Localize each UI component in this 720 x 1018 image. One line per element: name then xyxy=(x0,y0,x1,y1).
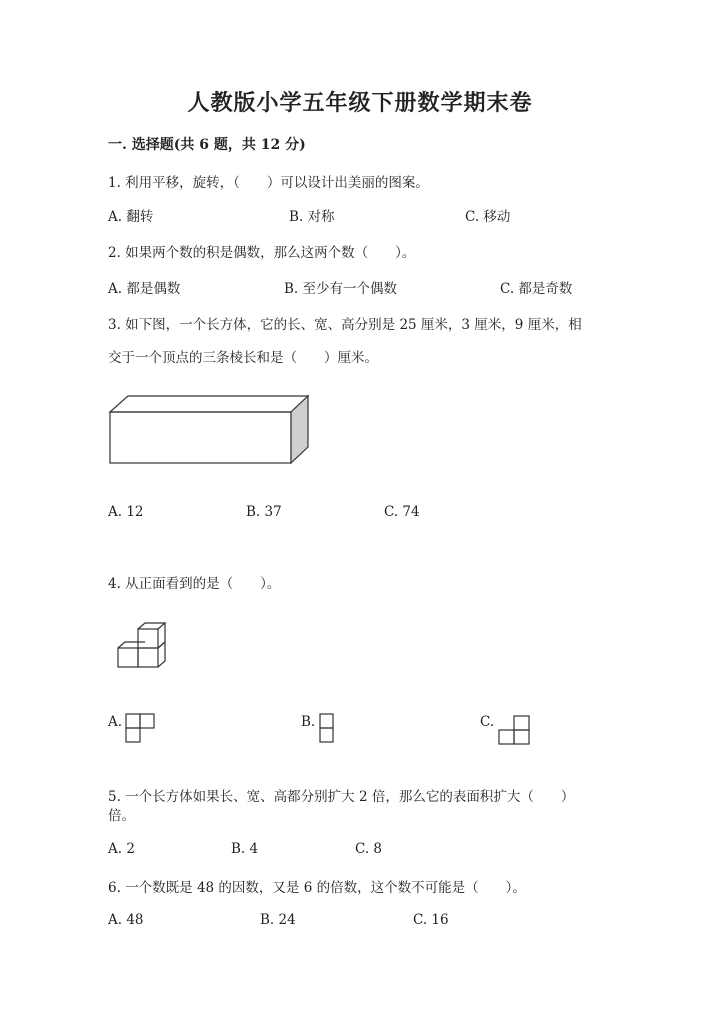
question-6: 6. 一个数既是 48 的因数，又是 6 的倍数，这个数不可能是（ ）。 xyxy=(108,880,526,896)
q3-option-c[interactable]: C. 74 xyxy=(384,504,420,520)
q1-option-b[interactable]: B. 对称 xyxy=(289,209,335,225)
section-heading: 一. 选择题(共 6 题，共 12 分) xyxy=(108,137,306,153)
question-4: 4. 从正面看到的是（ ）。 xyxy=(108,576,281,592)
q3-option-a[interactable]: A. 12 xyxy=(108,504,144,520)
q2-option-a[interactable]: A. 都是偶数 xyxy=(108,281,181,297)
question-5-line-1: 5. 一个长方体如果长、宽、高都分别扩大 2 倍，那么它的表面积扩大（ ） xyxy=(108,789,575,805)
question-3-line-2: 交于一个顶点的三条棱长和是（ ）厘米。 xyxy=(108,350,378,366)
question-2: 2. 如果两个数的积是偶数，那么这两个数（ ）。 xyxy=(108,245,416,261)
q2-option-c[interactable]: C. 都是奇数 xyxy=(500,281,573,297)
q5-option-c[interactable]: C. 8 xyxy=(355,841,383,857)
q1-option-c[interactable]: C. 移动 xyxy=(465,209,511,225)
q3-option-b[interactable]: B. 37 xyxy=(246,504,282,520)
q4-option-c[interactable]: C. xyxy=(480,714,495,730)
exam-title: 人教版小学五年级下册数学期末卷 xyxy=(187,90,533,116)
q1-option-a[interactable]: A. 翻转 xyxy=(108,209,154,225)
question-1: 1. 利用平移，旋转，（ ）可以设计出美丽的图案。 xyxy=(108,175,429,191)
q4-option-a[interactable]: A. xyxy=(108,714,123,730)
q6-option-b[interactable]: B. 24 xyxy=(260,912,296,928)
q4-option-b[interactable]: B. xyxy=(301,714,316,730)
q6-option-c[interactable]: C. 16 xyxy=(413,912,449,928)
q6-option-a[interactable]: A. 48 xyxy=(108,912,144,928)
question-3-line-1: 3. 如下图，一个长方体，它的长、宽、高分别是 25 厘米，3 厘米，9 厘米，相 xyxy=(108,317,582,333)
q5-option-a[interactable]: A. 2 xyxy=(108,841,135,857)
q2-option-b[interactable]: B. 至少有一个偶数 xyxy=(284,281,398,297)
q5-option-b[interactable]: B. 4 xyxy=(231,841,259,857)
question-5-line-2: 倍。 xyxy=(108,808,135,824)
